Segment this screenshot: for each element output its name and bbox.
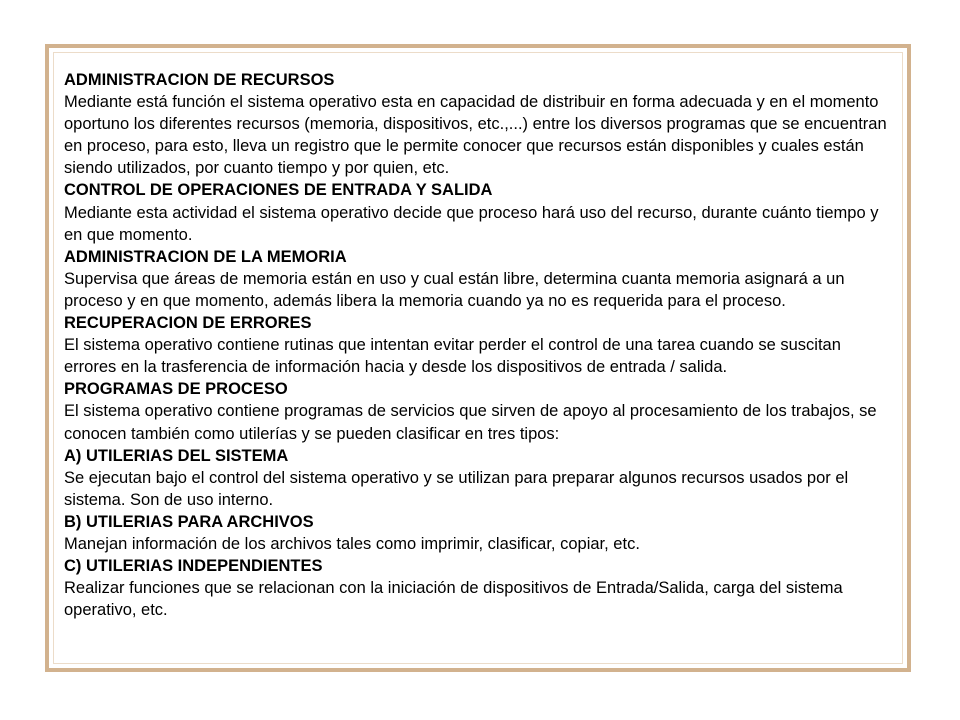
section-programas-proceso [64,378,894,444]
section-body: El sistema operativo contiene programas de servicios que sirven de apoyo al procesamiento de los trabajos, se conocen también como utilerías y se pueden clasificar en tres tipos: [64,402,877,443]
section-body: Realizar funciones que se relacionan con la iniciación de dispositivos de Entrada/Salida, carga del sistema operativo, etc. [64,579,843,620]
section-body: Se ejecutan bajo el control del sistema operativo y se utilizan para preparar algunos recursos usados por el sistema. Son de uso interno. [64,468,849,509]
section-body: Mediante esta actividad el sistema operativo decide que proceso hará uso del recurso, durante cuánto tiempo y en que momento. [64,203,879,244]
section-recuperacion-errores [64,312,894,378]
section-control-operaciones [64,179,894,245]
section-heading: PROGRAMAS DE PROCESO [64,380,288,399]
section-body: Supervisa que áreas de memoria están en uso y cual están libre, determina cuanta memoria asignará a un proceso y en que momento, además libera la memoria cuando ya no es requerida para el proceso. [64,269,845,310]
section-body: El sistema operativo contiene rutinas que intentan evitar perder el control de una tarea cuando se suscitan errores en la trasferencia de información hacia y desde los dispositivos de entrada / salida. [64,336,841,377]
section-body: Manejan información de los archivos tales como imprimir, clasificar, copiar, etc. [64,534,640,553]
section-heading: B) UTILERIAS PARA ARCHIVOS [64,512,314,531]
section-administracion-recursos [64,69,894,179]
section-heading: CONTROL DE OPERACIONES DE ENTRADA Y SALIDA [64,181,493,200]
section-utilerias-independientes [64,555,894,621]
section-heading: A) UTILERIAS DEL SISTEMA [64,446,289,465]
section-heading: C) UTILERIAS INDEPENDIENTES [64,557,323,576]
section-utilerias-sistema [64,445,894,511]
section-heading: ADMINISTRACION DE LA MEMORIA [64,247,347,266]
section-utilerias-archivos [64,511,894,555]
section-body: Mediante está función el sistema operativo esta en capacidad de distribuir en forma adecuada y en el momento oportuno los diferentes recursos (memoria, dispositivos, etc.,...) entre los diversos programas que se encuentran en proceso, para esto, lleva un registro que le permite conocer que recursos están disponibles y cuales están siendo utilizados, por cuanto tiempo y por quien, etc. [64,93,887,178]
section-administracion-memoria [64,246,894,312]
slide-content [64,69,894,621]
section-heading: ADMINISTRACION DE RECURSOS [64,71,335,89]
section-heading: RECUPERACION DE ERRORES [64,314,312,333]
